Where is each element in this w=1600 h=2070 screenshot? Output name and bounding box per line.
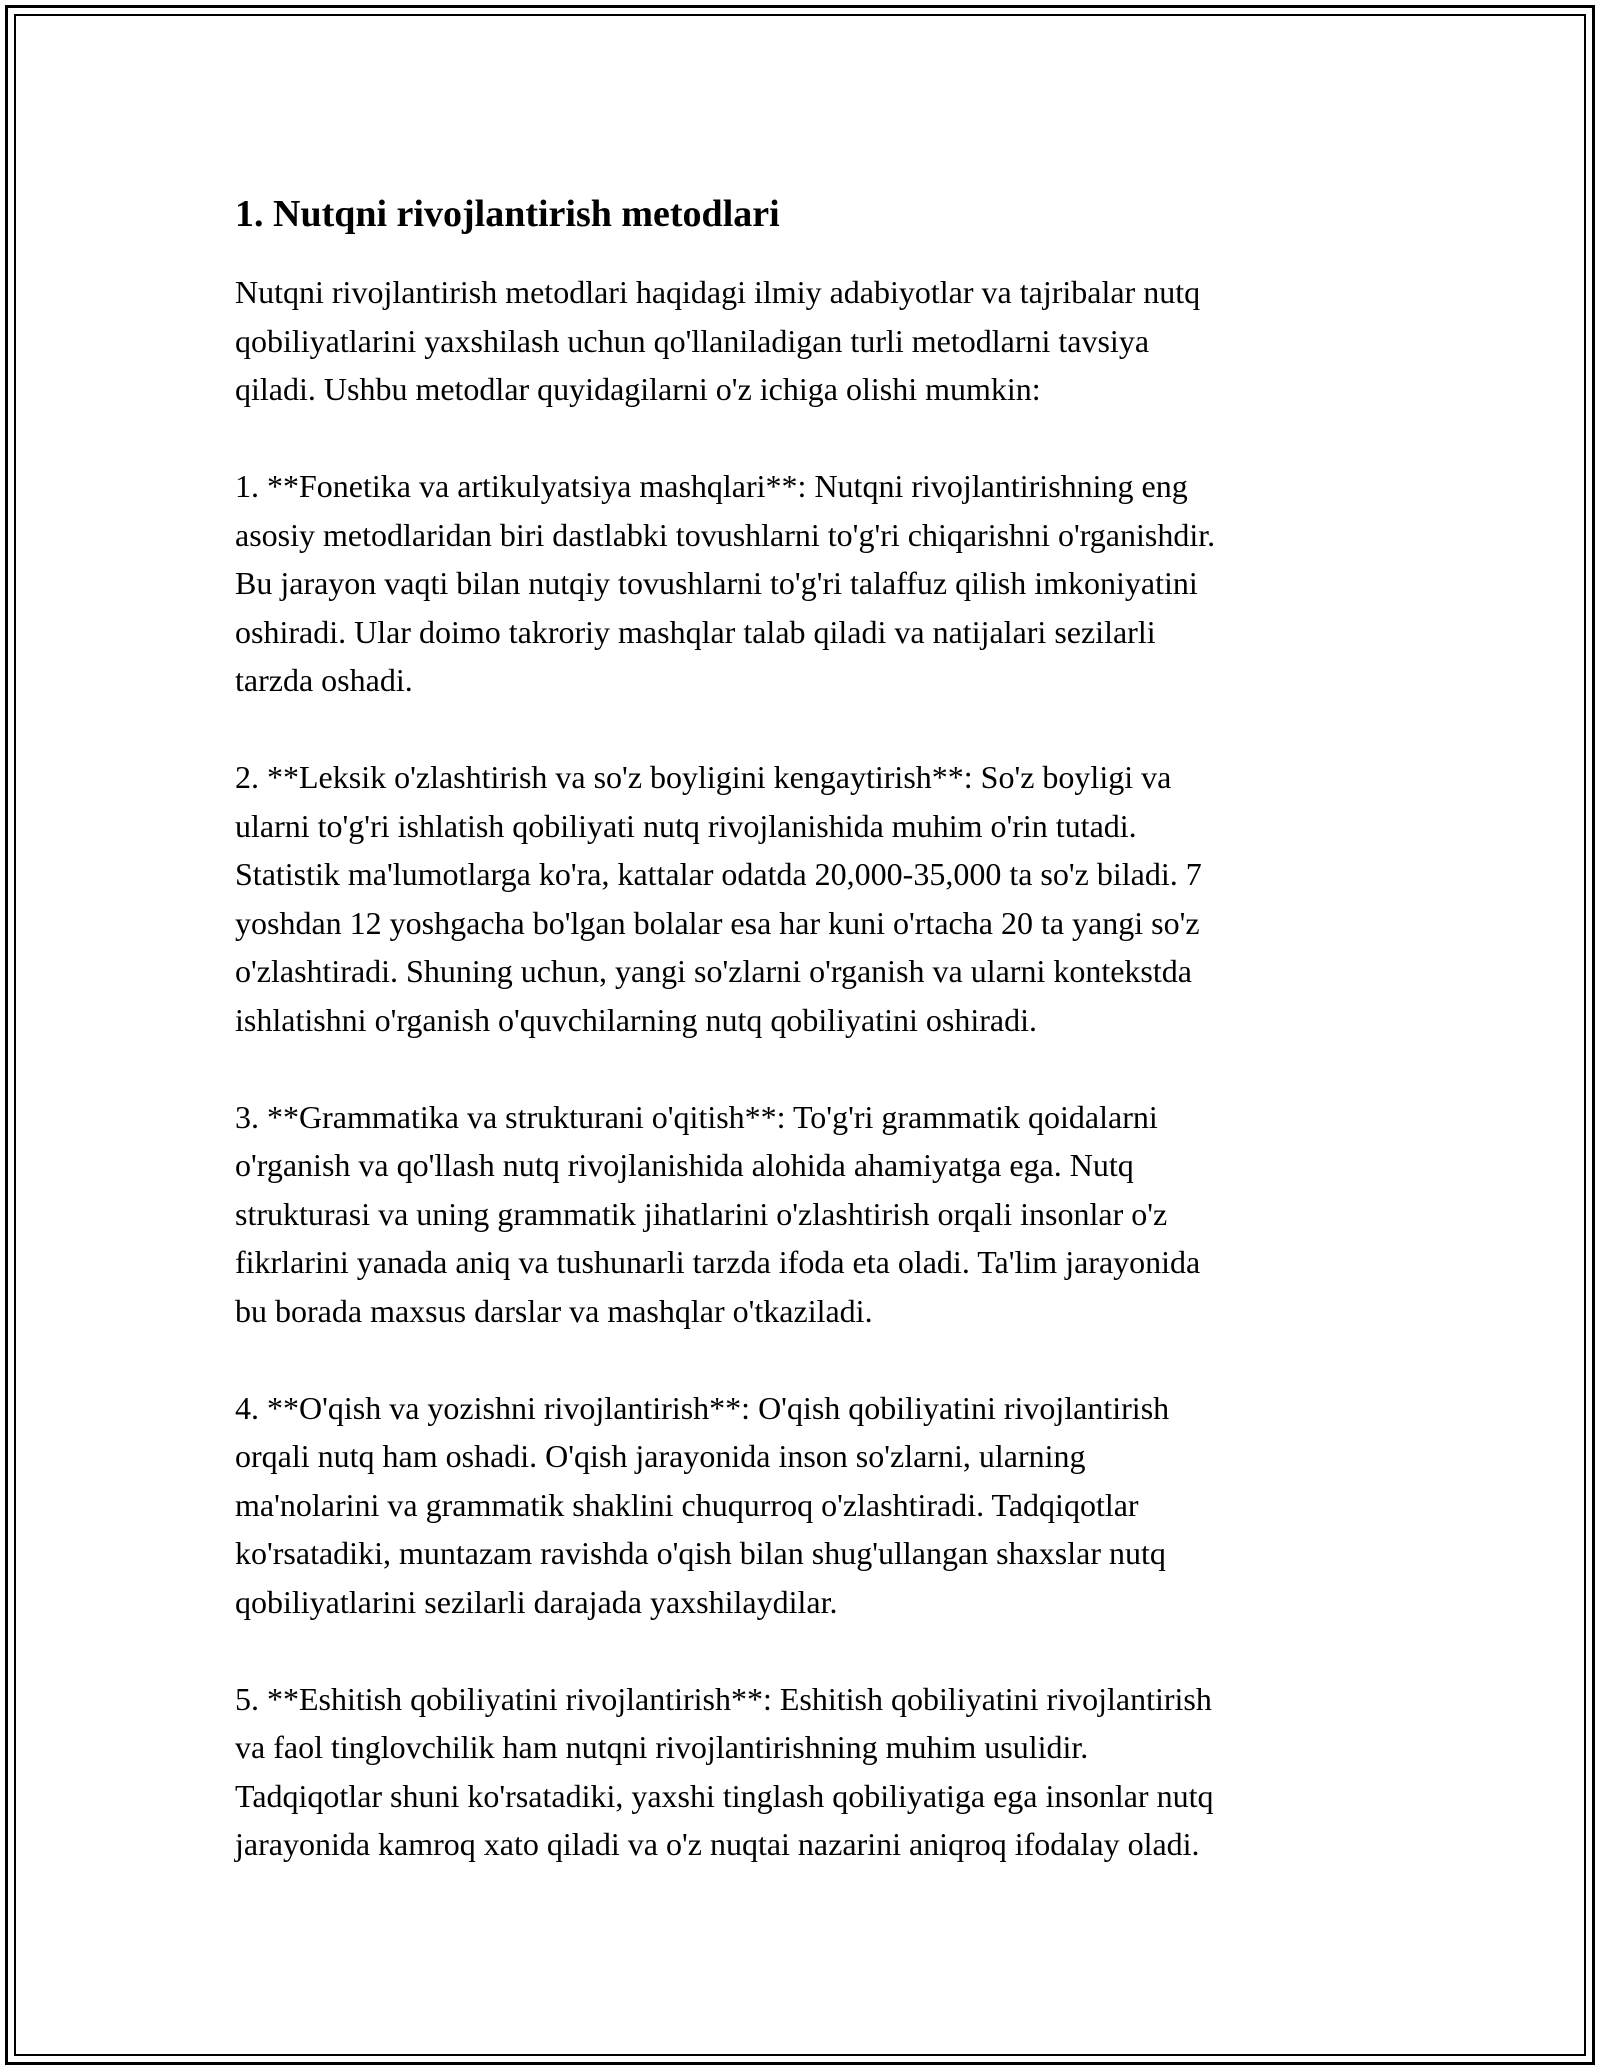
method-4-paragraph: 4. **O'qish va yozishni rivojlantirish**: O'qish qobiliyatini rivojlantirish orqali nutq ham oshadi. O'qish jarayonida inson so'zlarni, ularning ma'nolarini va grammatik shaklini chuqurroq o'zlashtiradi. Tadqiqotlar ko'rsatadiki, muntazam ravishda o'qish bilan shug'ullangan shaxslar nutq qobiliyatlarini sezilarli darajada yaxshilaydilar. — [235, 1389, 1170, 1620]
method-2-paragraph: 2. **Leksik o'zlashtirish va so'z boyligini kengaytirish**: So'z boyligi va ularni to'g'ri ishlatish qobiliyati nutq rivojlanishida muhim o'rin tutadi. Statistik ma'lumotlarga ko'ra, kattalar odatda 20,000-35,000 ta so'z biladi. 7 yoshdan 12 yoshgacha bo'lgan bolalar esa har kuni o'rtacha 20 ta yangi so'z o'zlashtiradi. Shuning uchun, yangi so'zlarni o'rganish va ularni kontekstda ishlatishni o'rganish o'quvchilarning nutq qobiliyatini oshiradi. — [235, 759, 1202, 1038]
intro-paragraph: Nutqni rivojlantirish metodlari haqidagi ilmiy adabiyotlar va tajribalar nutq qobiliyatlarini yaxshilash uchun qo'llaniladigan turli metodlarni tavsiya qiladi. Ushbu metodlar quyidagilarni o'z ichiga olishi mumkin: — [235, 274, 1201, 407]
document-body — [235, 186, 1375, 1869]
method-3-paragraph: 3. **Grammatika va strukturani o'qitish**: To'g'ri grammatik qoidalarni o'rganish va qo'llash nutq rivojlanishida alohida ahamiyatga ega. Nutq strukturasi va uning grammatik jihatlarini o'zlashtirish orqali insonlar o'z fikrlarini yanada aniq va tushunarli tarzda ifoda eta oladi. Ta'lim jarayonida bu borada maxsus darslar va mashqlar o'tkaziladi. — [235, 1098, 1201, 1329]
method-1-paragraph: 1. **Fonetika va artikulyatsiya mashqlari**: Nutqni rivojlantirishning eng asosiy metodlaridan biri dastlabki tovushlarni to'g'ri chiqarishni o'rganishdir. Bu jarayon vaqti bilan nutqiy tovushlarni to'g'ri talaffuz qilish imkoniyatini oshiradi. Ular doimo takroriy mashqlar talab qiladi va natijalari sezilarli tarzda oshadi. — [235, 468, 1216, 698]
method-5-paragraph: 5. **Eshitish qobiliyatini rivojlantirish**: Eshitish qobiliyatini rivojlantirish va faol tinglovchilik ham nutqni rivojlantirishning muhim usulidir. Tadqiqotlar shuni ko'rsatadiki, yaxshi tinglash qobiliyatiga ega insonlar nutq jarayonida kamroq xato qiladi va o'z nuqtai nazarini aniqroq ifodalay oladi. — [235, 1680, 1214, 1862]
section-title: 1. Nutqni rivojlantirish metodlari — [235, 193, 780, 235]
